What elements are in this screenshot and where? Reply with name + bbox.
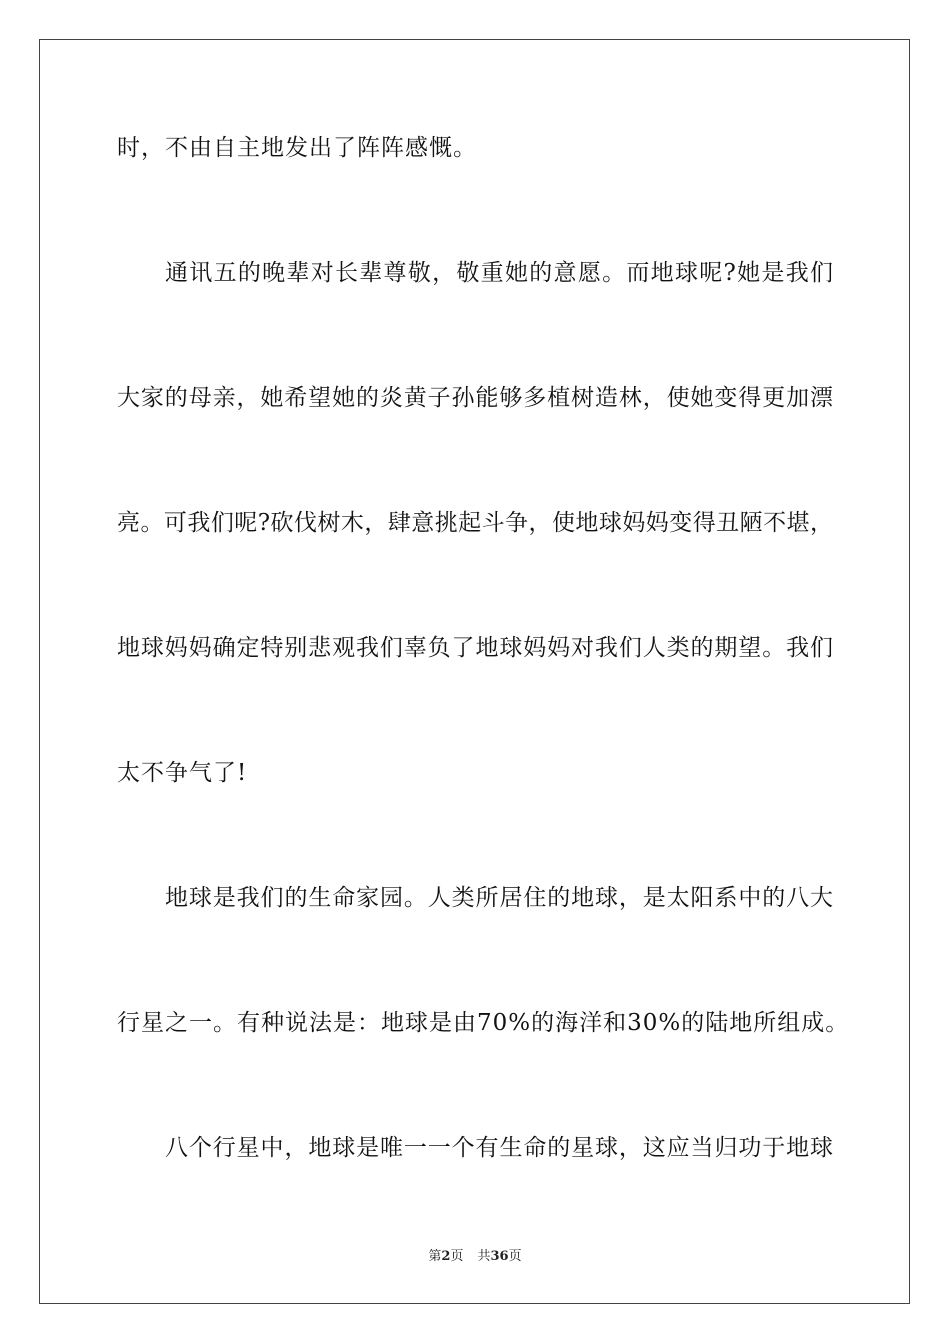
page-prefix: 第 [428, 1249, 442, 1264]
paragraph-start-line: 八个行星中，地球是唯一一个有生命的星球，这应当归功于地球 [165, 1135, 833, 1161]
page-suffix: 页 [450, 1249, 464, 1264]
total-pages: 36 [490, 1249, 509, 1264]
paragraph-start-line: 地球是我们的生命家园。人类所居住的地球，是太阳系中的八大 [165, 885, 833, 911]
text-line: 大家的母亲，她希望她的炎黄子孙能够多植树造林，使她变得更加漂 [117, 385, 833, 411]
text-line: 地球妈妈确定特别悲观我们辜负了地球妈妈对我们人类的期望。我们 [117, 635, 833, 661]
text-line: 亮。可我们呢?砍伐树木，肆意挑起斗争，使地球妈妈变得丑陋不堪， [117, 510, 833, 536]
page-footer [0, 1248, 950, 1266]
total-suffix: 页 [508, 1249, 522, 1264]
page-border [39, 39, 910, 1304]
paragraph-start-line: 通讯五的晚辈对长辈尊敬，敬重她的意愿。而地球呢?她是我们 [165, 260, 833, 286]
text-line: 太不争气了! [117, 760, 248, 786]
text-line: 行星之一。有种说法是：地球是由70%的海洋和30%的陆地所组成。 [117, 1010, 850, 1036]
page-number: 2 [441, 1249, 451, 1264]
total-prefix: 共 [477, 1249, 491, 1264]
text-line: 时，不由自主地发出了阵阵感慨。 [117, 135, 477, 161]
